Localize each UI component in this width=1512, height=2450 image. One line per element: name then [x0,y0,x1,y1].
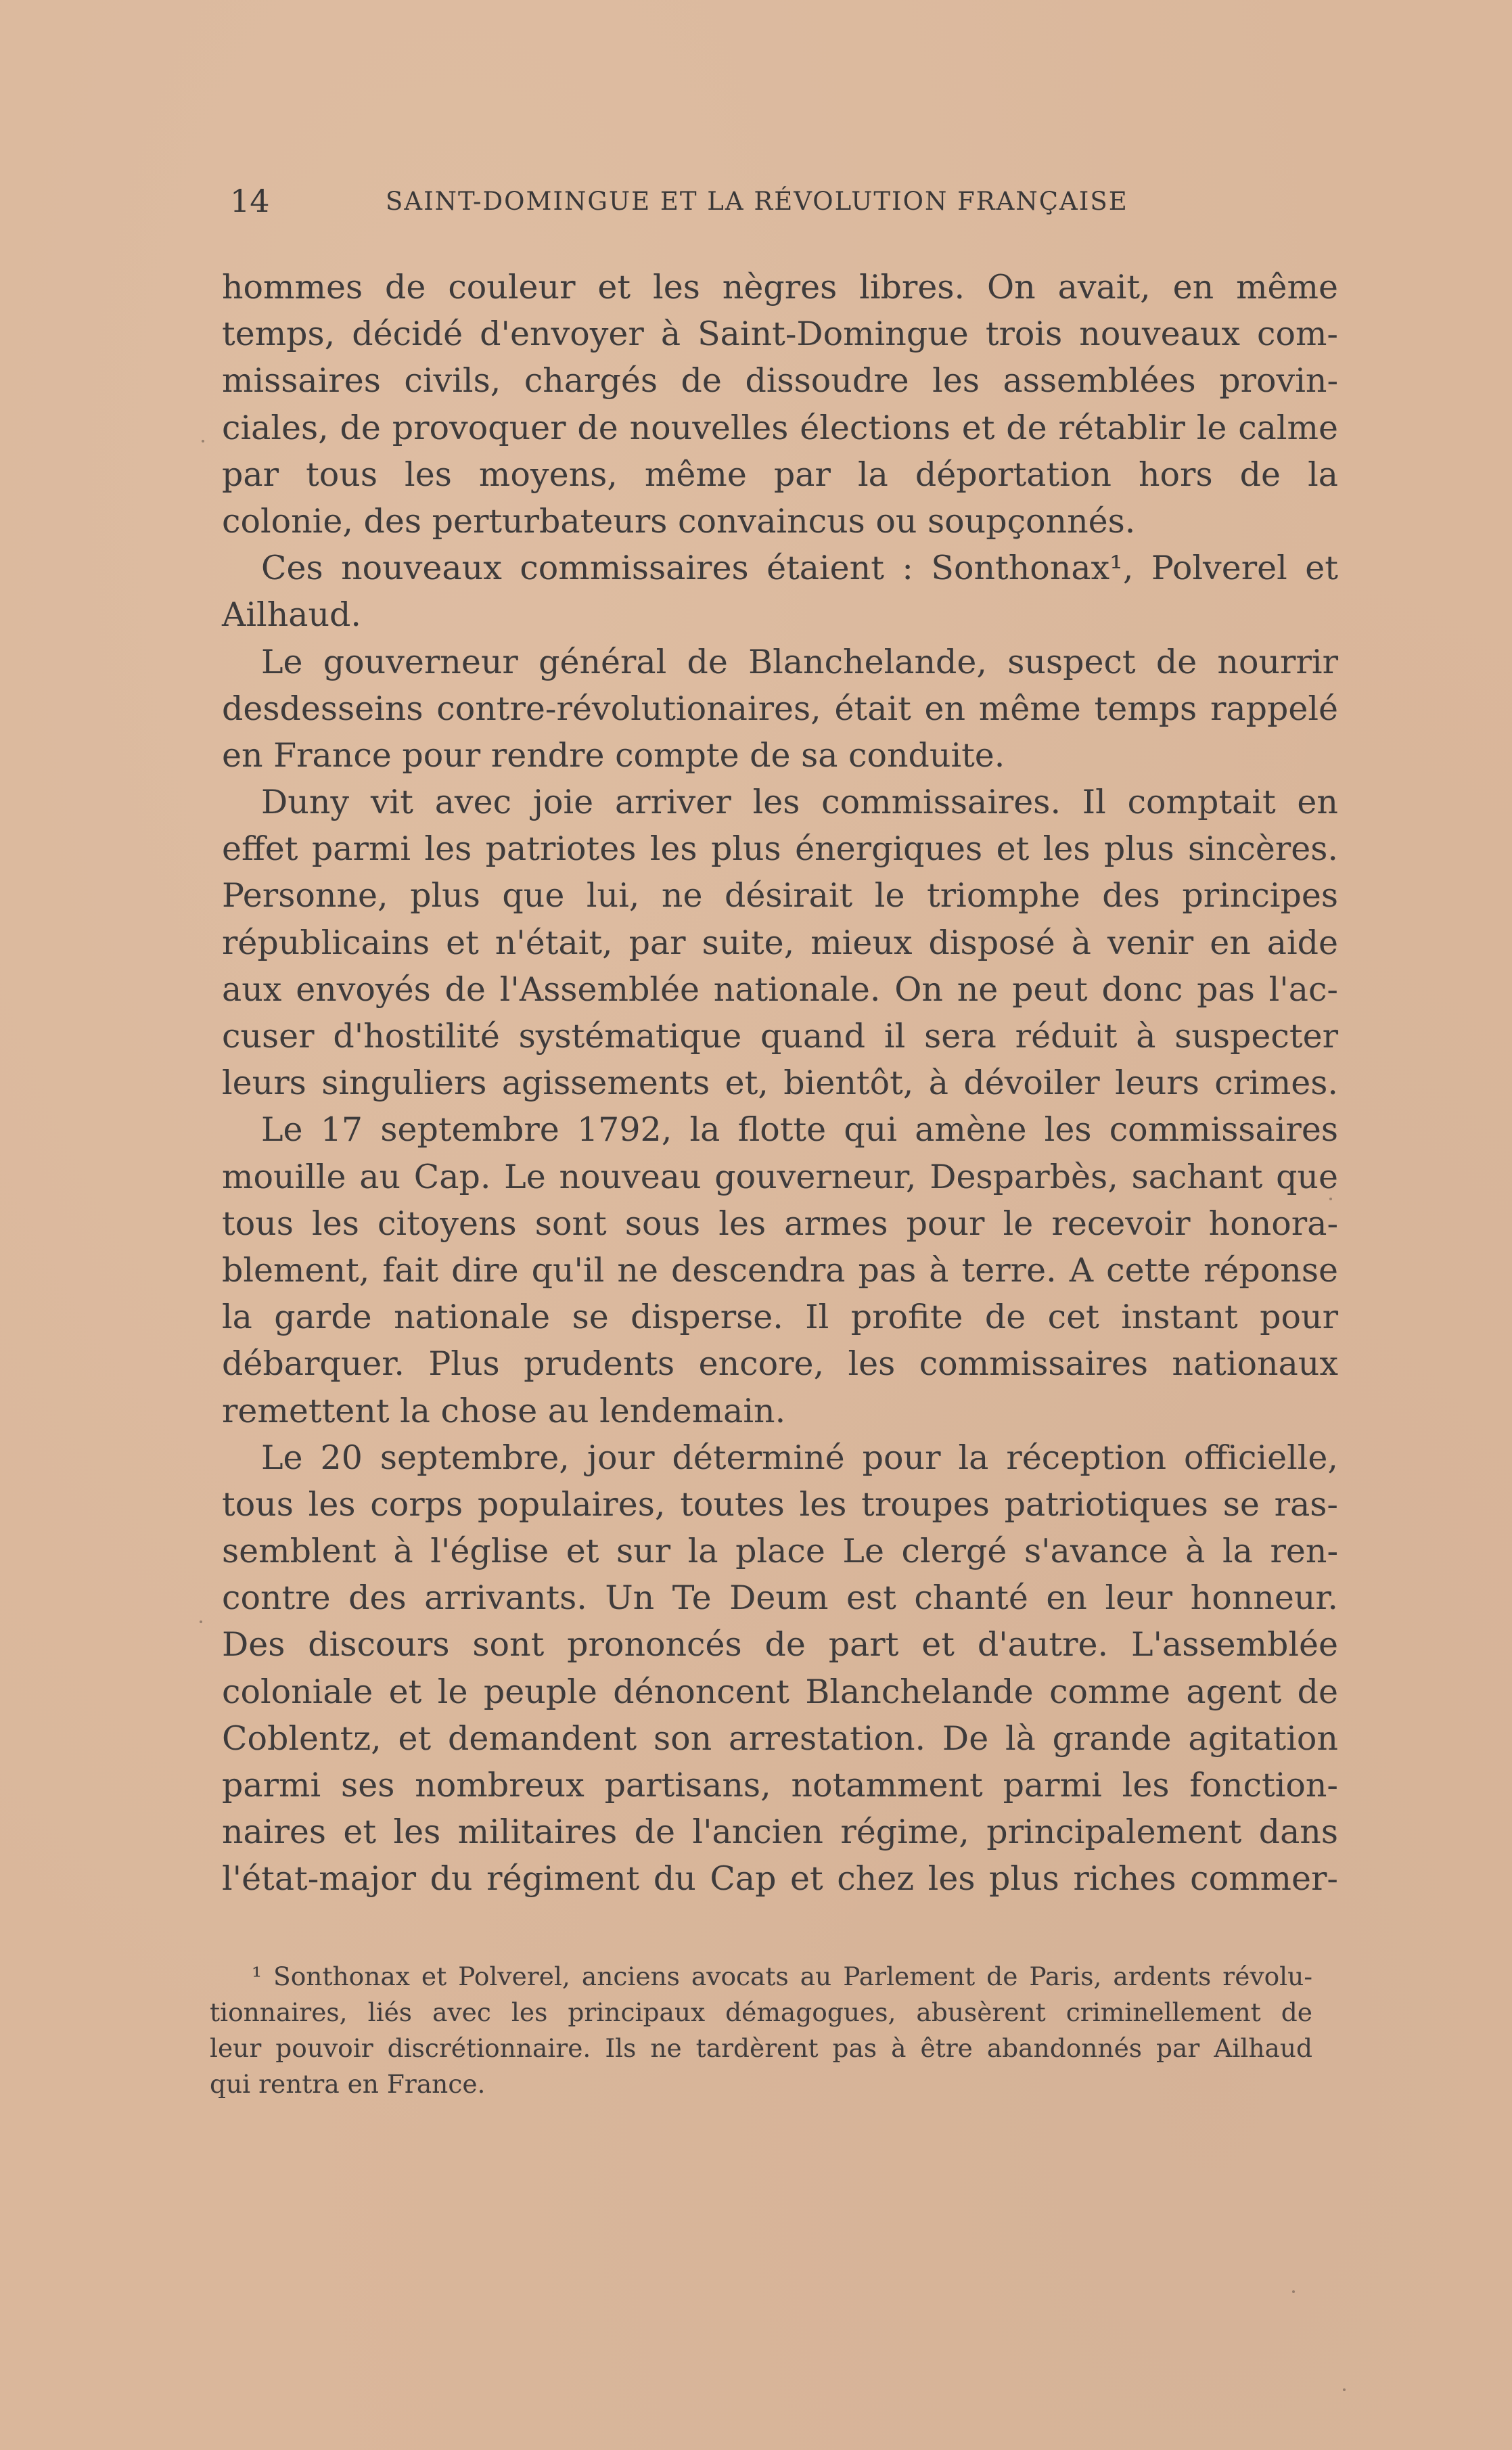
text-line: Duny vit avec joie arriver les commissaires. Il comptait en [261,783,1338,822]
running-head: SAINT-DOMINGUE ET LA RÉVOLUTION FRANÇAISE [386,187,1128,216]
text-line: tous les corps populaires, toutes les troupes patriotiques se ras- [222,1484,1338,1524]
text-line: colonie, des perturbateurs convaincus ou soupçonnés. [222,501,1136,541]
text-line: républicains et n'était, par suite, mieux disposé à venir en aide [222,923,1338,962]
page-number: 14 [230,183,270,219]
text-line: Coblentz, et demandent son arrestation. De là grande agitation [222,1719,1338,1758]
text-line: temps, décidé d'envoyer à Saint-Domingue trois nouveaux com- [222,315,1338,354]
text-line: Ces nouveaux commissaires étaient : Sonthonax¹, Polverel et [261,549,1338,588]
text-line: Ailhaud. [222,595,362,635]
text-line: débarquer. Plus prudents encore, les commissaires nationaux [222,1344,1338,1384]
text-line: naires et les militaires de l'ancien régime, principalement dans [222,1813,1338,1852]
text-line: Le 20 septembre, jour déterminé pour la réception officielle, [261,1438,1338,1477]
text-line: coloniale et le peuple dénoncent Blanchelande comme agent de [222,1672,1338,1711]
paper-speck [1329,1198,1332,1200]
body-text [222,264,1338,1903]
paper-speck [200,1620,202,1623]
paper-speck [1343,2388,1346,2391]
text-line: Des discours sont prononcés de part et d'autre. L'assemblée [222,1625,1338,1664]
text-line: remettent la chose au lendemain. [222,1391,786,1430]
footnote-line: leur pouvoir discrétionnaire. Ils ne tardèrent pas à être abandonnés par Ailhaud [210,2033,1312,2063]
text-line: en France pour rendre compte de sa conduite. [222,735,1005,775]
text-line: semblent à l'église et sur la place Le clergé s'avance à la ren- [222,1532,1338,1571]
text-line: mouille au Cap. Le nouveau gouverneur, Desparbès, sachant que [222,1157,1338,1196]
text-line: parmi ses nombreux partisans, notamment parmi les fonction- [222,1766,1338,1805]
text-line: aux envoyés de l'Assemblée nationale. On ne peut donc pas l'ac- [222,970,1338,1009]
text-line: hommes de couleur et les nègres libres. On avait, en même [222,268,1338,307]
footnote-line: ¹ Sonthonax et Polverel, anciens avocats au Parlement de Paris, ardents révolu- [252,1961,1312,1991]
paper-speck [202,440,204,443]
text-line: la garde nationale se disperse. Il profite de cet instant pour [222,1298,1338,1337]
text-line: leurs singuliers agissements et, bientôt, à dévoiler leurs crimes. [222,1064,1338,1103]
footnote-line: qui rentra en France. [210,2069,486,2099]
text-line: Le 17 septembre 1792, la flotte qui amène les commissaires [261,1110,1338,1150]
text-line: l'état-major du régiment du Cap et chez les plus riches commer- [222,1859,1338,1899]
text-line: Le gouverneur général de Blanchelande, suspect de nourrir [261,642,1338,681]
footnote-line: tionnaires, liés avec les principaux démagogues, abusèrent criminellement de [210,1997,1312,2027]
page-header [230,177,1204,225]
footnote [210,1959,1312,2102]
text-line: missaires civils, chargés de dissoudre les assemblées provin- [222,361,1338,401]
text-line: desdesseins contre-révolutionaires, était en même temps rappelé [222,689,1338,728]
text-line: par tous les moyens, même par la déportation hors de la [222,455,1338,494]
text-line: cuser d'hostilité systématique quand il sera réduit à suspecter [222,1017,1338,1056]
paper-speck [1292,2290,1295,2293]
text-line: effet parmi les patriotes les plus énergiques et les plus sincères. [222,830,1338,869]
text-line: ciales, de provoquer de nouvelles élections et de rétablir le calme [222,408,1338,447]
text-line: contre des arrivants. Un Te Deum est chanté en leur honneur. [222,1579,1338,1618]
text-line: tous les citoyens sont sous les armes pour le recevoir honora- [222,1204,1338,1243]
text-line: blement, fait dire qu'il ne descendra pas à terre. A cette réponse [222,1250,1338,1290]
text-line: Personne, plus que lui, ne désirait le triomphe des principes [222,876,1338,915]
